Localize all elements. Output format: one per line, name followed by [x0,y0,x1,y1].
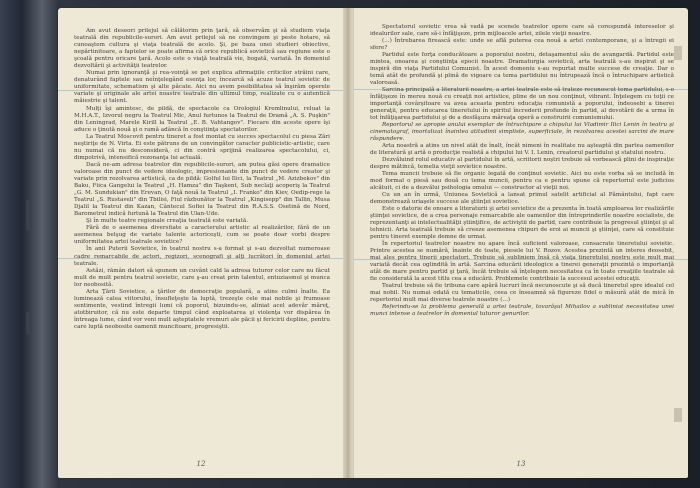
paragraph: Dezvăluind rolul educativ al partidului în artă, scriitorii noştri trebuie să vorbească plini de inspiraţie despre mătincă, temelia vieţii sovietice noastre. [370,157,674,170]
paragraph: Spectatorul sovietic vrea să vadă pe scenele teatrelor opere care să corespundă intereselor şi idealurilor sale, care să-i înfăţişeze, prin mijloacele artei, zilele vieţii noastre. [370,24,674,37]
edge-tab [26,312,32,334]
paragraph: În repertoriul teatrelor noastre nu apare încă suficient valoroase, consacrate tineretului sovietic. Printre acestea se numără, înainte de toate, piesele lui V. Rozov. Acestea prezintă un interes deosebit, mai ales pentru tinerii spectatori. Trebuie să subliniem însă că viaţa tineretului nostru este mult mai variată decât cea oglindită în artă. Sarcina educării ideologice a tinerei generaţii prezintă o importanţă atât de mare pentru partid şi ţară, încât trebuie să înţelegem necesitatea ca în toate creaţiile teatrale să fie considerată la acest titlu cea a educării. Problemele contribuie la succesul acestei educaţii. [370,241,674,282]
paragraph: Cu un an în urmă, Uniunea Sovietică a lansat primul satelit artificial al Pământului, fapt care demonstrează uriaşele succese ale ştiinţei sovietice. [370,192,674,205]
page-number: 12 [196,460,206,468]
left-page [58,8,344,478]
right-page-text [370,24,674,318]
paragraph: Partidul este forţa conducătoare a poporului nostru, detaşamentul său de avangardă. Partidul este mintea, onoarea şi conştiinţa epocii noastre. Dramaturgia sovietică, arta teatrală s-au inspirat şi se inspiră din viaţa Partidului Comunist. În acest domeniu s-au repurtat multe succese de creaţie. Dar o temă atât de profundă şi plină de vigoare ca tema partidului nu întrupează încă o întruchipare artistică valoroasă. [370,52,674,86]
paragraph: Tema muncii trebuie să fie organic legată de conţinut sovietic. Aici nu este vorba să se includă în mod formal o piesă sau două cu tema muncii, pentru ca e pentru spune că repertoriul este judicios alcătuit, ci de a dezvălui psihologia omului — constructor al vieţii noi. [370,171,674,191]
edge-mark [674,46,682,60]
paragraph: La Teatrul Moscovit pentru tineret a fost montat cu succes spectacolul cu piesa Zări neştiriţe de N. Virta. Ei este pătruns de un convingător caracter publicistic-artistic, care nu numai că nu desconsideră, ci din contră sprijină realizarea spectacolului, ci, dimpotrivă, intensifică rezonanţa lui actuală. [74,133,330,161]
paragraph: Şi în multe teatre regionale creaţia teatrală este variată. [86,218,249,225]
edge-tab [26,200,32,230]
paragraph: (...) Întrebarea firească este: unde se află puterea cea nouă a artei contemporane, şi a întregii ei sfere? [370,38,674,51]
paragraph: Astăzi, rămân datori să spunem un cuvânt cald la adresa tuturor celor care nu făcut mult de mult pentru teatrul sovietic, care ş-au creat prin talentul, entuziasmul şi munca lor neobosită. [74,267,330,288]
left-page-text [74,28,330,331]
paragraph: Numai prin ignoranţă şi rea-voinţă se pot explica afirmaţiile criticilor străini care, denaturând faptele sau neînţelegând esenţa lor, încearcă să acuze teatrul sovietic de uniformitate, schematism şi alte păcate. Aici nu avem posibilitatea să înşirăm operele variate şi originale ale artei noastre teatrale din ultimul timp, realizate cu o autentică măiestrie şi talent. [74,70,330,105]
paragraph: Reportorul se apropie anului exemplar de întruchipare a chipului lui Vladimir Ilici Lenin în teatru şi cinematograf, imortalizat înaintea atitudinii simpliste, superficiale, în rezolvarea acestei sarcini de mare răspundere. [370,122,674,142]
paragraph: Este o datorie de onoare a literaturii şi artei sovietice de a prezenta în toată amploarea lor realizările ştiinţei sovietice, de a crea personaje remarcabile ale oamenilor din întreprinderile noastre socialiste, de reprezentanţi ai intelectualităţii ştiinţifice, de activiştii de partid, care contribuie la progresul ştiinţei şi al tehnicii. Arta teatrală trebuie să creeze asemenea chipuri de eroi ai muncii şi ştiinţei, care să constituie pentru tineret exemple demne de urmat. [370,206,674,240]
paragraph: În anii Puterii Sovietice, în teatrul nostru s-a format şi s-au dezvoltat numeroase cadre remarcabile de actori, regizori, scenografi şi alţi lucrători în domeniul artei teatrale. [74,246,330,267]
paragraph: Referindu-se la problema generală a artei teatrale, tovarăşul Mihailov a subliniat necesitatea unei munci intense a teatrelor în domeniul tuturor genurilor. [370,304,674,317]
right-page [354,8,688,478]
paragraph: Am avut deseori prilejul să călătorim prin ţară, să observăm şi să studiem viaţa teatrală din republicile-surori. Am avut prilejul să ne convingem şi peste hotare, să cunoaştem cultura şi viaţa teatrală de acolo. Şi, pe baza unei studieri obiective, nepărtinitoare, a faptelor se poate afirma că orice republică sovietică sau regiune este o şcoală pentru oricare ţară. Acolo este o viaţă teatrală vie, bogată, variată. În domeniul dezvoltării şi activităţii teatrelor. [74,28,330,70]
paragraph: Teatrul trebuie să fie tribuna care apără lucruri încă necunoscute şi să ducă tineretul spre idealul cel mai nobil. Nu numai odată cu tematicile, ceea ce înseamnă să figureze fidel o măsură atât de mică în repertoriul mult mai diverse teatrele noastre (...) [370,283,674,303]
paragraph: Sarcina principală a literaturii noastre, a artei teatrale este să trateze recunoscut tema partidului, s-o înfăţişeze în mereu nouă cu creaţii noi artistice, pline de un nou conţinut, vibrant. Înţelegem cu toţii ce importanţă covârşitoare va avea aceasta pentru educaţia comunistă a poporului, îndeosebi a tinerei generaţii, pentru educarea tineretului în spiritul încrederii profunde în partid, al devotării de a urma în tot înfăţişarea partidului şi de a desfăşura măreaţa operă a construirii comunismului. [370,87,674,121]
paragraph: Dacă ne-am adresa teatrelor din republicile-surori, am putea găsi opere dramatice valoroase din punct de vedere ideologic, impresionante din punct de vedere creator şi variate prin rezolvarea artistică, ca de pildă: Golful lui Ilici, la Teatrul „M. Azizbekov" din Baku, Fiica Gangelui la Teatrul „H. Hamza" din Taşkent, Sub neclaţi acoperiş la Teatrul „G. M. Sundukian" din Erevan, O faţă nouă la Teatrul „I. Franko" din Kiev, Oedip-rege la Teatrul „S. Rustaveli" din Tbilisi, Fiul răzbunător la Teatrul „Kingisepp" din Tallin, Musa Djalil la Teatrul din Kazan, Cântecul Sofiei la Teatrul din R.A.S.S. Osetină de Nord, Barometrul indică furtună la Teatrul din Ulan-Ude. [74,161,330,218]
edge-mark [674,408,682,422]
paragraph: Mulţi îşi amintesc, de pildă, de spectacole ca Orologiul Kremlinului, reluat la M.H.A.T., Izvorul negru la Teatrul Mic, Anul furtunos la Teatrul de Dramă „A. S. Puşkin" din Leningrad, Marele Kirill la Teatrul „E. B. Vahtangov". Fiecare din aceste opere îşi aduce o ţinută nouă şi o ramă adâncă în conştiinţa spectatorilor. [74,105,330,133]
paragraph: Fără de o asemenea diversitate a caracterului artistic al realizărilor, fără de un asemenea belşug de variate talente actoriceşti, cum se poate doar vorbi despre uniformitatea artei teatrale sovietice? [74,225,330,246]
paragraph: Arta noastră a atins un nivel atât de înalt, încât nimeni în realitate nu aşteaptă din partea oamenilor de literatură şi artă o producţie realistă a chipului lui V. I. Lenin, creatorul partidului şi statului nostru. [370,143,674,156]
page-number: 13 [516,460,526,468]
paragraph: Arta Ţării Sovietice, a ţărilor de democraţie populară, a atins culmi înalte. Ea luminează calea viitorului, însufleţeşte la luptă, trezeşte cele mai nobile şi frumoase sentimente, vestind întregii lumi că poporul, bizuindu-se, aliniat acel adevăr măreţ, atotbiruitor, că nu este departe timpul când exploatarea şi violenţa vor dispărea în întreaga lume, când vor veni mult aşteptatele vremuri ale păcii şi fericirii depline, pentru care luptă neobosite oamenii muncitoare, progresiştii. [74,288,330,330]
